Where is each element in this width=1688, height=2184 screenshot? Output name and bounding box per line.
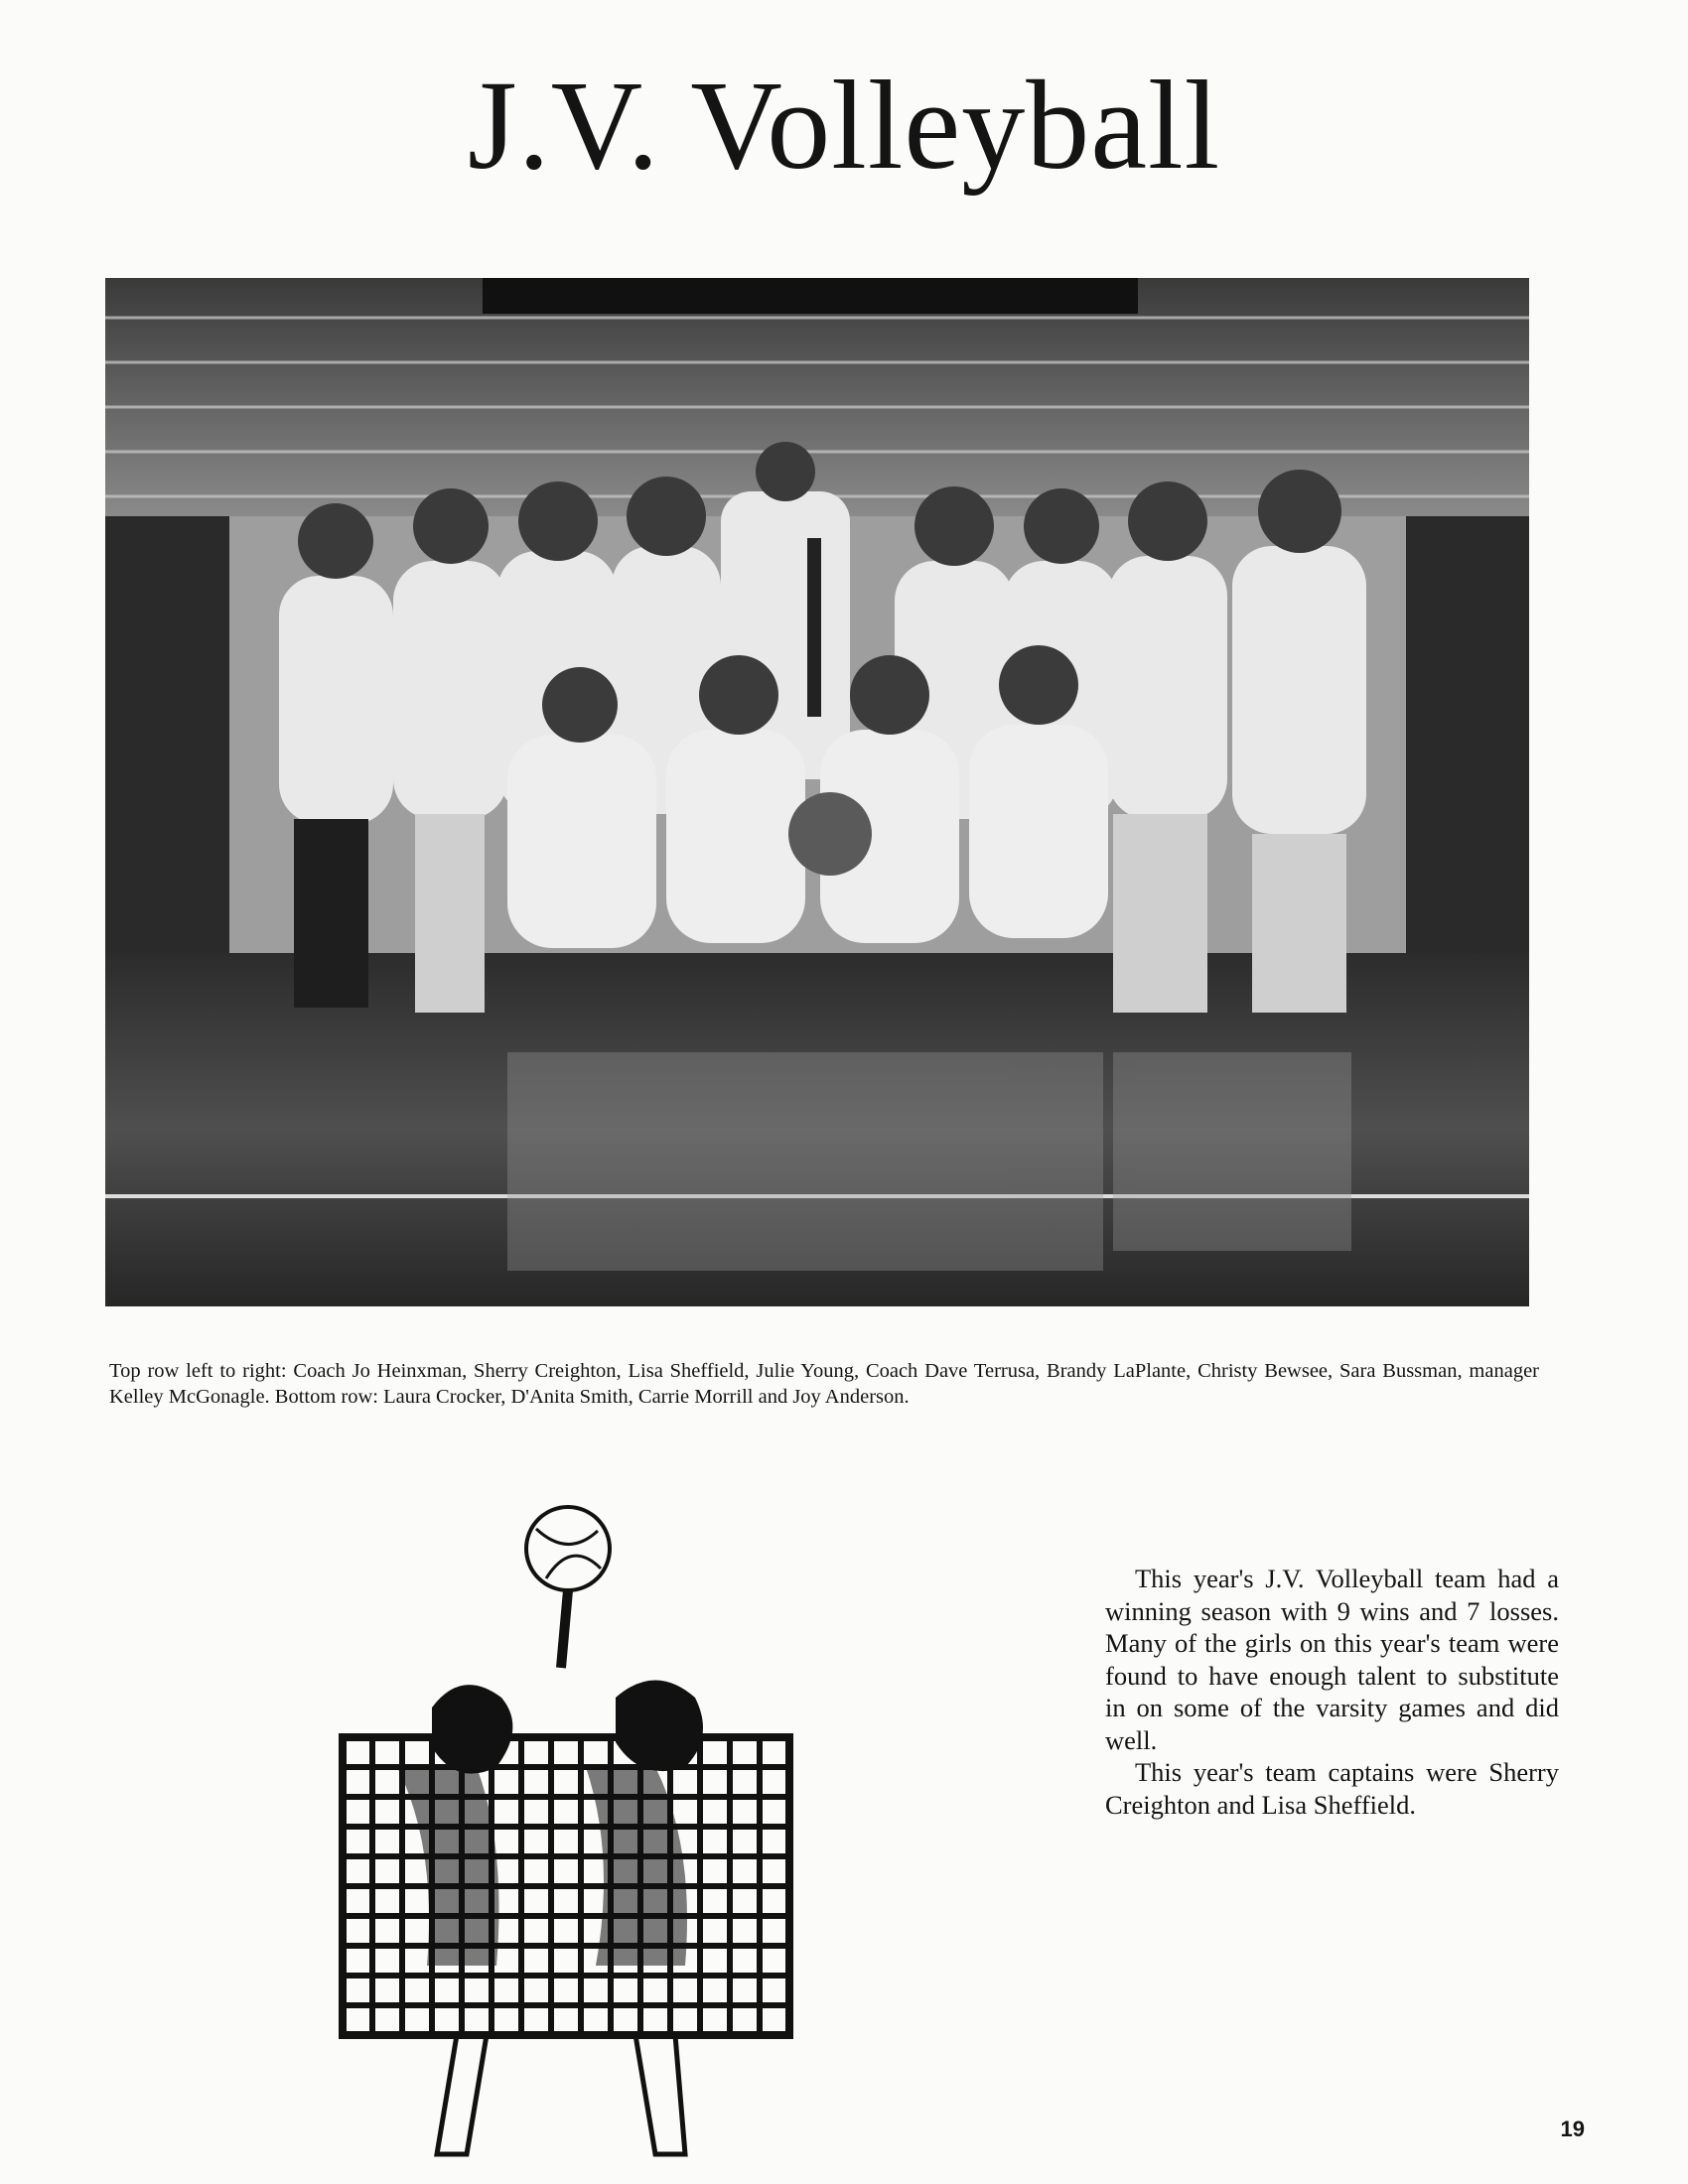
article-paragraph: This year's J.V. Volleyball team had a winning season with 9 wins and 7 losses. Many of the girls on this year's team were found to have enough talent to substitute in on some of the varsity games and did well. [1105,1564,1559,1755]
article-paragraph: This year's team captains were Sherry Creighton and Lisa Sheffield. [1105,1757,1559,1820]
article-text [1105,1563,1559,1821]
page-title: J.V. Volleyball [467,55,1221,196]
photo-caption: Top row left to right: Coach Jo Heinxman, Sherry Creighton, Lisa Sheffield, Julie Young, Coach Dave Terrusa, Brandy LaPlante, Christy Bewsee, Sara Bussman, manager Kelley McGonagle. Bottom row: Laura Crocker, D'Anita Smith, Carrie Morrill and Joy Anderson. [109,1360,1539,1408]
volleyball-players-drawing [338,1469,794,2174]
team-photo-image [105,278,1529,1306]
page-number: 19 [1560,2116,1585,2141]
volleyball-illustration [338,1469,794,2174]
team-photo [105,278,1529,1306]
